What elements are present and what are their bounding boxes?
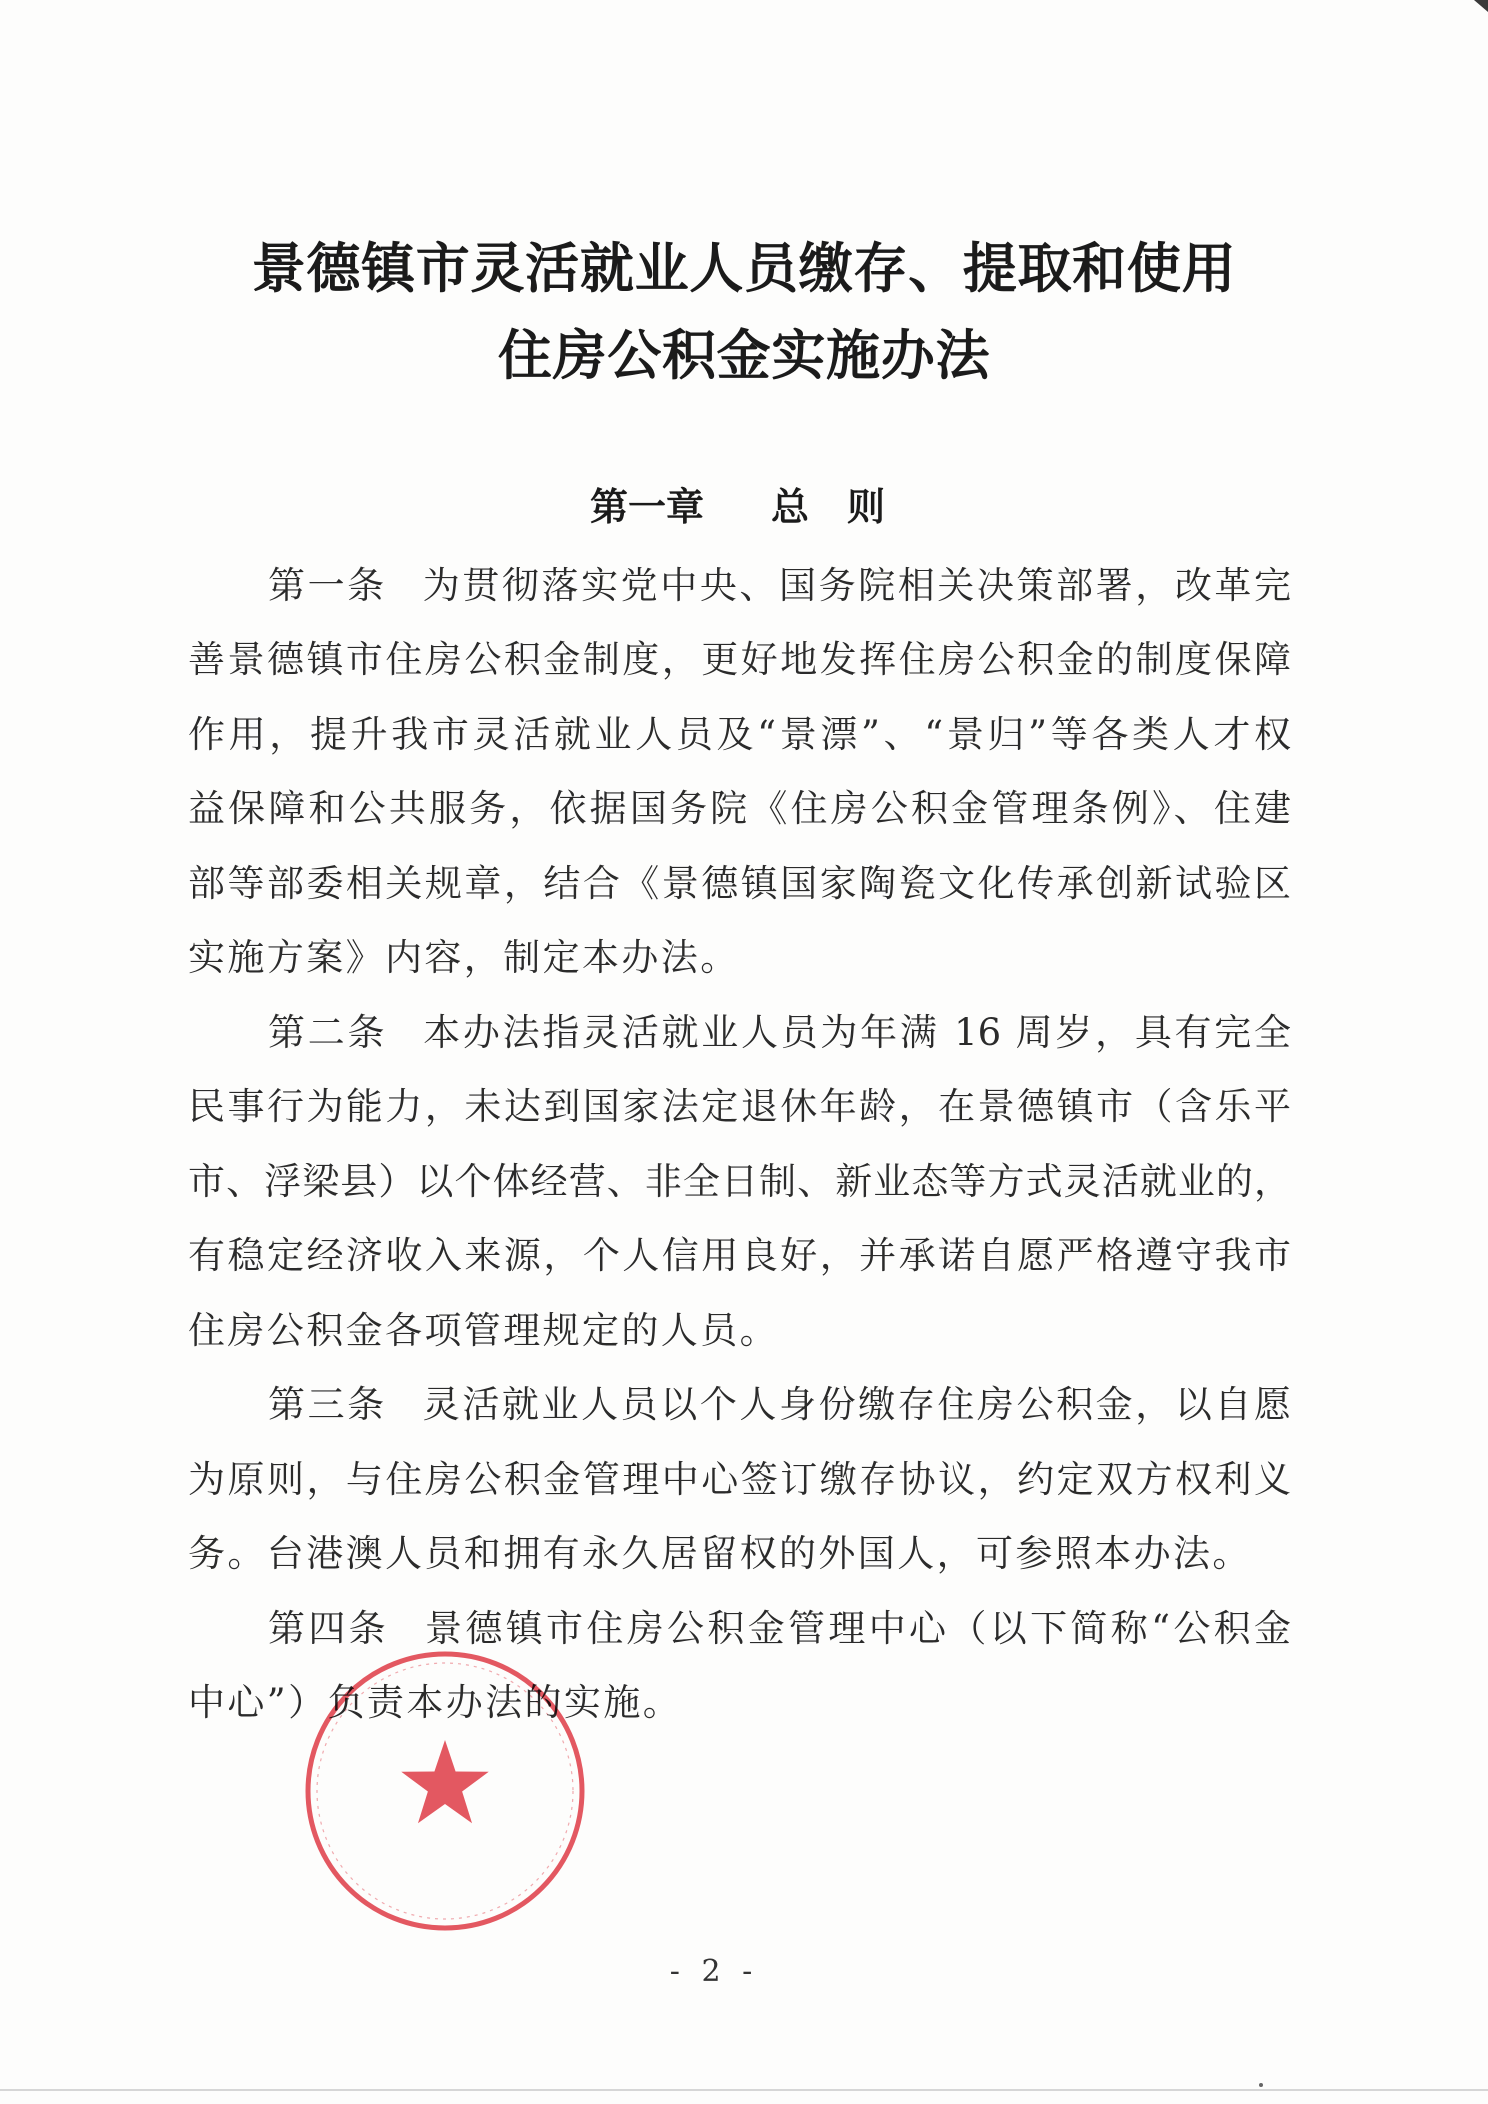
- chapter-heading: [590, 482, 885, 532]
- article-line: 市、浮梁县）以个体经营、非全日制、新业态等方式灵活就业的，: [188, 1159, 1291, 1203]
- article-line: 民事行为能力，未达到国家法定退休年龄，在景德镇市（含乐平: [188, 1085, 1291, 1129]
- star-icon: [401, 1740, 489, 1823]
- page-number: - 2 -: [669, 1954, 759, 1989]
- article-line: [188, 549, 1291, 624]
- article-line: [188, 1368, 1291, 1443]
- article-line: 为原则，与住房公积金管理中心签订缴存协议，约定双方权利义: [188, 1457, 1291, 1501]
- article-2: [188, 996, 1291, 1369]
- article-3: [188, 1368, 1291, 1592]
- article-text: 本办法指灵活就业人员为年满 16 周岁，具有完全: [423, 1010, 1291, 1054]
- article-line: 有稳定经济收入来源，个人信用良好，并承诺自愿严格遵守我市: [188, 1234, 1291, 1278]
- article-line: [188, 996, 1291, 1071]
- article-line: 部等部委相关规章，结合《景德镇国家陶瓷文化传承创新试验区: [188, 861, 1291, 905]
- article-text: 为贯彻落实党中央、国务院相关决策部署，改革完: [422, 563, 1291, 607]
- article-label: 第一条: [268, 563, 387, 607]
- article-line: 住房公积金各项管理规定的人员。: [188, 1308, 779, 1352]
- official-seal: [300, 1646, 590, 1936]
- article-line: 实施方案》内容，制定本办法。: [188, 936, 740, 980]
- chapter-name: 总 则: [771, 484, 886, 529]
- article-line: 作用，提升我市灵活就业人员及“景漂”、“景归”等各类人才权: [188, 712, 1291, 756]
- scan-bottom-edge: [0, 2089, 1488, 2091]
- chapter-number: 第一章: [590, 484, 705, 529]
- article-1: [188, 549, 1291, 996]
- article-line: 益保障和公共服务，依据国务院《住房公积金管理条例》、住建: [188, 787, 1291, 831]
- article-text: 灵活就业人员以个人身份缴存住房公积金，以自愿: [422, 1383, 1291, 1427]
- article-label: 第四条: [268, 1606, 390, 1650]
- scan-dust-mark: [1259, 2083, 1263, 2087]
- article-line: 善景德镇市住房公积金制度，更好地发挥住房公积金的制度保障: [188, 638, 1291, 682]
- article-line: 中心”）负责本办法的实施。: [188, 1681, 683, 1725]
- document-title-line-2: 住房公积金实施办法: [497, 323, 991, 387]
- document-title-line-1: 景德镇市灵活就业人员缴存、提取和使用: [251, 236, 1237, 300]
- document-body: [188, 549, 1291, 1741]
- scan-corner-mark: [1474, 0, 1488, 12]
- article-label: 第二条: [268, 1010, 388, 1054]
- article-label: 第三条: [268, 1383, 387, 1427]
- article-line: 务。台港澳人员和拥有永久居留权的外国人，可参照本办法。: [188, 1532, 1252, 1576]
- article-text: 景德镇市住房公积金管理中心（以下简称“公积金: [425, 1606, 1291, 1650]
